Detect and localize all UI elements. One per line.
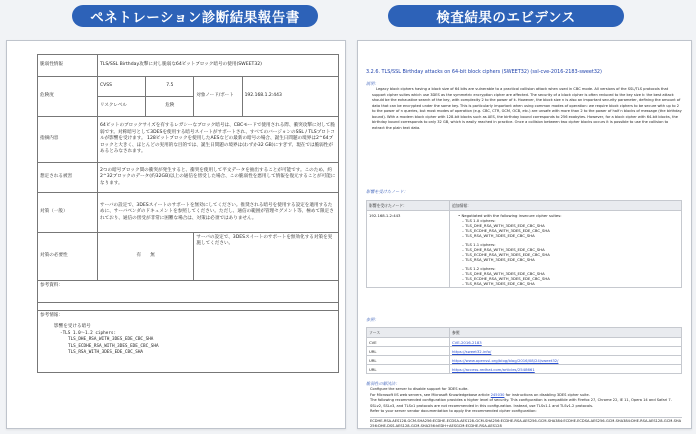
refs-col-ref: 参照 xyxy=(450,328,682,338)
risk-level-value: 危険 xyxy=(146,97,194,117)
solution-line: Refer to your server vendor documentation to apply the recommended cipher configuration: xyxy=(370,409,537,414)
cipher-line: -TLS 1.0〜1.2 ciphers: xyxy=(60,331,117,337)
solution-line: For Microsoft IIS web servers, see Microsoft Knowledgebase article 245030 for instructions on disabling 3DES cipher suite. xyxy=(370,392,590,397)
cipher-suite: TLS_ECDHE_RSA_WITH_3DES_EDE_CBC_SHA xyxy=(465,227,550,233)
countermeasure-label: 対策（一般） xyxy=(38,193,98,233)
impact-label: 想定される被害 xyxy=(38,163,98,193)
refs-section xyxy=(366,317,682,374)
description-section xyxy=(366,81,682,132)
ref-source: CVE xyxy=(367,338,450,347)
left-title-banner: ペネトレーション診断結果報告書 xyxy=(72,5,318,27)
indication-label: 指摘内容 xyxy=(38,117,98,163)
target-value: 192.168.1.2:443 xyxy=(242,77,338,117)
refs-label: 参照： xyxy=(366,317,379,322)
cvss-label: CVSS xyxy=(98,77,146,97)
report-document xyxy=(6,40,346,429)
right-title-banner: 検査結果のエビデンス xyxy=(388,5,624,27)
affected-col-node: 影響を受けたノード： xyxy=(367,201,450,211)
solution-section xyxy=(366,381,682,429)
affected-heading: • Negotiated with the following insecure cipher suites: xyxy=(458,212,562,218)
cipher-suite: TLS_ECDHE_RSA_WITH_3DES_EDE_CBC_SHA xyxy=(465,275,550,281)
cipher-suite: TLS_DHE_RSA_WITH_3DES_EDE_CBC_SHA xyxy=(465,270,545,276)
ref-link[interactable]: https://www.openssl.org/blog/blog/2016/08/24/sweet32/ xyxy=(452,357,559,363)
evidence-title: 3.2.6. TLS/SSL Birthday attacks on 64-bit block ciphers (SWEET32) (ssl-cve-2016-2183-sweet32) xyxy=(366,69,602,75)
cipher-line: TLS_ECDHE_RSA_WITH_3DES_EDE_CBC_SHA xyxy=(68,343,159,349)
cipher-line: TLS_DHE_RSA_WITH_3DES_EDE_CBC_SHA xyxy=(68,337,154,343)
impact-text: 2つの暗号ブロック間の衝突が発生すると、衝突を使用して平文データを抽出することが可能です。このため、約2^32ブロックのデータ(約32GB)以上の通信を傍受した場合、この脆弱性を悪用して情報を復元することが可能になります。 xyxy=(98,163,339,193)
cipher-suite: TLS_ECDHE_RSA_WITH_3DES_EDE_CBC_SHA xyxy=(465,251,550,257)
cipher-info xyxy=(40,324,336,357)
affected-node: 192.168.1.2:443 xyxy=(367,211,450,288)
refs-table xyxy=(366,327,682,374)
cipher-suite: TLS_RSA_WITH_3DES_EDE_CBC_SHA xyxy=(465,280,535,286)
ref-source: URL xyxy=(367,356,450,365)
description-text: Legacy block ciphers having a block size of 64 bits are vulnerable to a practical collision attack when used in CBC mode. All versions of the SSL/TLS protocols that support cipher suites which use 3DES as the symmetric encryption cipher are affected. The security of a block cipher is often reduced to the key size k: the best attack should be the exhaustive search of the key, with complexity 2 to the power of k. However, the block size n is also an important security parameter, defining the amount of data that can be encrypted under the same key. This is particularly important when using common modes of operation: we require block ciphers to be secure with up to 2 to the power of n queries, but most modes of operation (e.g. CBC, CTR, GCM, OCB, etc.) are unsafe with more than 2 to the power of half n blocks of message (the birthday bound). With a modern block cipher with 128-bit blocks such as AES, the birthday bound corresponds to 256 exabytes. However, for a block cipher with 64-bit blocks, the birthday bound corresponds to only 32 GB, which is easily reached in practice. Once a collision between two cipher blocks occurs it is possible to use the collision to extract the plain text data. xyxy=(372,87,682,130)
cipher-config-string: ECDHE-RSA-AES128-GCM-SHA256:ECDHE-ECDSA-AES128-GCM-SHA256:ECDHE-RSA-AES256-GCM-SHA384:ECDHE-ECDSA-AES256-GCM-SHA384:DHE-RSA-AES128-GCM-SHA256:DHE-DSS-AES128-GCM-SHA256:kEDH+AESGCM:ECDHE-RSA-AES128 xyxy=(370,418,682,429)
ref-link[interactable]: CVE-2016-2183 xyxy=(452,339,482,345)
evidence-document xyxy=(357,40,692,429)
description-label: 説明： xyxy=(366,81,379,86)
info-label: 参考情報： xyxy=(40,312,63,318)
solution-line: Configure the server to disable support for 3DES suite. xyxy=(370,387,469,391)
references-label: 参考資料： xyxy=(38,281,339,303)
cipher-line: TLS_RSA_WITH_3DES_EDE_CBC_SHA xyxy=(68,350,144,356)
cipher-heading: 影響を受ける暗号 xyxy=(54,324,91,330)
cipher-suite: TLS_DHE_RSA_WITH_3DES_EDE_CBC_SHA xyxy=(465,246,545,252)
tls-group-version: TLS 1.1 ciphers: xyxy=(465,241,496,247)
ref-link[interactable]: https://access.redhat.com/articles/2548661 xyxy=(452,366,535,372)
ref-source: URL xyxy=(367,347,450,356)
cipher-suite: TLS_RSA_WITH_3DES_EDE_CBC_SHA xyxy=(465,232,535,238)
risk-level-label: リスクレベル xyxy=(98,97,146,117)
target-label: 対象ノード/ポート xyxy=(194,77,242,117)
affected-table: 影響を受けたノード： 追加情報： 192.168.1.2:443 • Negotiated with the following insecure cipher suites: – TLS 1.0 ciphers: – TLS_DHE_RSA_WITH_3DES_EDE_CBC_SHA – TLS_ECDHE_RSA_WITH_3DES_EDE_CBC_SHA – TLS_RSA_WITH_3DES_EDE_CBC_SHA – TLS 1.1 ciphers: – TLS_DHE_RSA_WITH_3DES_EDE_CBC_SHA – TLS_ECDHE_RSA_WITH_3DES_EDE_CBC_SHA – TLS_RSA_WITH_3DES_EDE_CBC_SHA – TLS 1.2 ciphers: – TLS_DHE_RSA_WITH_3DES_EDE_CBC_SHA – TLS_ECDHE_RSA_WITH_3DES_EDE_CBC_SHA – TLS_RSA_WITH_3DES_EDE_CBC_SHA xyxy=(366,200,682,288)
kb-article-link[interactable]: 245030 xyxy=(490,392,505,397)
ref-source: URL xyxy=(367,365,450,374)
report-table xyxy=(37,54,339,373)
solution-line: The following recommended configuration provides a higher level of security. This configuration is compatible with Firefox 27, Chrome 22, IE 11, Opera 14 and Safari 7. SSLv2, SSLv3, and TLSv1 protocols are not recommended in this configuration. Instead, use TLSv1.1 and TLSv1.2 protocols. xyxy=(370,398,672,408)
necessity-value: 有 無 xyxy=(98,233,194,281)
tls-group-version: TLS 1.0 ciphers: xyxy=(465,217,496,223)
vuln-info-value: TLS/SSL Birthday攻撃に対し脆弱な64ビットブロック暗号の使用(SWEET32) xyxy=(98,55,339,77)
necessity-label: 対策の必要性 xyxy=(38,233,98,281)
necessity-note: サーバの設定で、3DESスイートのサポートを無効化する対策を実施してください。 xyxy=(194,233,339,281)
vuln-info-label: 脆弱性情報 xyxy=(38,55,98,77)
tls-group-version: TLS 1.2 ciphers: xyxy=(465,265,496,271)
countermeasure-text: サーバの設定で、3DESスイートのサポートを無効にしてください。推奨される暗号を使用する設定を適用するために、サーバベンダのドキュメントを参照してください。ただし、通信の範囲が管理セグメント等、極めて限定されており、通信の傍受が非常に困難な場合は、対策は必須ではありません。 xyxy=(98,193,339,233)
affected-col-info: 追加情報： xyxy=(450,201,682,211)
ref-link[interactable]: https://sweet32.info/ xyxy=(452,348,492,354)
affected-label: 影響を受けたノード： xyxy=(366,189,408,194)
cvss-value: 7.5 xyxy=(146,77,194,97)
cipher-suite: TLS_RSA_WITH_3DES_EDE_CBC_SHA xyxy=(465,256,535,262)
refs-col-source: ソース xyxy=(367,328,450,338)
indication-text: 64ビットのブロックサイズを有するレガシーなブロック暗号は、CBCモードで使用される際、衝突攻撃に対して脆弱です。対称暗号として3DESを使用する暗号スイートがサポートされ、すべてのバージョンのSSL / TLSプロトコルが影響を受けます。 128ビットブロックを使用したAESなどの最新の暗号の場合、誕生日問題の境界は2^64ブロックと大きく、ほとんどの実用的な目的では、誕生日問題の境界は(わずか32 GB)にすぎず、現在では脆弱性があるとみなされます。 xyxy=(98,117,339,163)
solution-label: 脆弱性の解決法： xyxy=(366,381,400,386)
affected-section xyxy=(366,189,682,288)
cipher-suite: TLS_DHE_RSA_WITH_3DES_EDE_CBC_SHA xyxy=(465,222,545,228)
risk-label: 危険度 xyxy=(38,77,98,117)
